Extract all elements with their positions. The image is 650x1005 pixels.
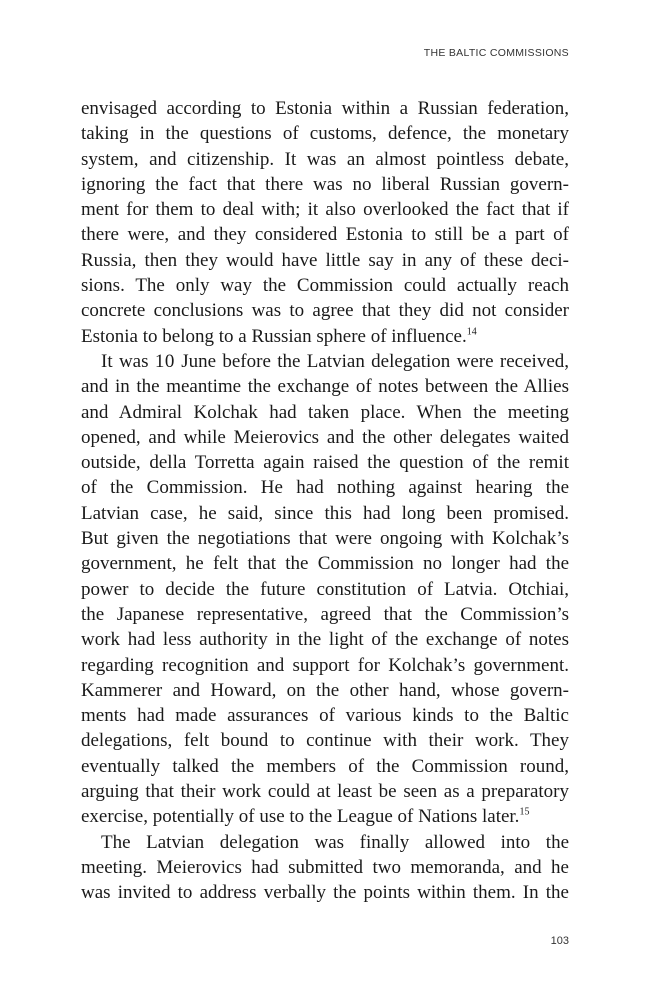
text-line: envisaged according to Estonia within a Russian federation, xyxy=(81,98,569,119)
text-line: Latvian case, he said, since this had long been promised. xyxy=(81,502,569,524)
text-line: arguing that their work could at least be seen as a preparatory xyxy=(81,781,569,803)
paragraph-1 xyxy=(81,96,569,349)
text-line: of the Commission. He had nothing against hearing the xyxy=(81,477,569,499)
text-line: system, and citizenship. It was an almost pointless debate, xyxy=(81,148,569,170)
text-line: regarding recognition and support for Kolchak’s government. xyxy=(81,654,569,676)
page-number: 103 xyxy=(550,935,569,947)
text-line: eventually talked the members of the Commission round, xyxy=(81,755,569,777)
text-line: But given the negotiations that were ongoing with Kolchak’s xyxy=(81,528,569,550)
text-line: delegations, felt bound to continue with their work. They xyxy=(81,730,569,752)
text-line: sions. The only way the Commission could actually reach xyxy=(81,275,569,297)
text-line: opened, and while Meierovics and the other delegates waited xyxy=(81,426,569,448)
text-line-content: exercise, potentially of use to the League of Nations later. xyxy=(81,806,520,828)
text-line: power to decide the future constitution of Latvia. Otchiai, xyxy=(81,578,569,600)
text-line: was invited to address verbally the points within them. In the xyxy=(81,882,569,904)
text-line: Russia, then they would have little say in any of these deci- xyxy=(81,249,569,271)
text-line: concrete conclusions was to agree that they did not consider xyxy=(81,300,569,322)
text-fragment: June before the Latvian delegation were received, xyxy=(174,350,569,372)
text-line: ments had made assurances of various kinds to the Baltic xyxy=(81,705,569,727)
date-number: 10 xyxy=(154,350,175,372)
text-line: taking in the questions of customs, defence, the monetary xyxy=(81,123,569,145)
text-line xyxy=(81,804,569,829)
paragraph-2 xyxy=(81,349,569,830)
text-line: ment for them to deal with; it also overlooked the fact that if xyxy=(81,199,569,221)
text-line: ignoring the fact that there was no liberal Russian govern- xyxy=(81,173,569,195)
text-line xyxy=(81,349,569,374)
text-line: The Latvian delegation was finally allowed into the xyxy=(101,831,569,853)
text-fragment: It was xyxy=(101,350,155,372)
text-line: and in the meantime the exchange of notes between the Allies xyxy=(81,376,569,398)
text-line: there were, and they considered Estonia to still be a part of xyxy=(81,224,569,246)
text-line: work had less authority in the light of the exchange of notes xyxy=(81,629,569,651)
text-line: outside, della Torretta again raised the question of the remit xyxy=(81,452,569,474)
text-line xyxy=(81,324,569,349)
body-text xyxy=(81,96,569,906)
text-line: the Japanese representative, agreed that the Commission’s xyxy=(81,603,569,625)
text-line-content: Estonia to belong to a Russian sphere of influence. xyxy=(81,325,467,347)
text-line: government, he felt that the Commission no longer had the xyxy=(81,553,569,575)
footnote-ref-14[interactable]: 14 xyxy=(466,326,477,338)
footnote-ref-15[interactable]: 15 xyxy=(519,806,530,818)
text-line: meeting. Meierovics had submitted two memoranda, and he xyxy=(81,856,569,878)
text-line: Kammerer and Howard, on the other hand, whose govern- xyxy=(81,679,569,701)
running-head: THE BALTIC COMMISSIONS xyxy=(423,47,569,59)
text-line: and Admiral Kolchak had taken place. When the meeting xyxy=(81,401,569,423)
paragraph-3 xyxy=(81,830,569,906)
